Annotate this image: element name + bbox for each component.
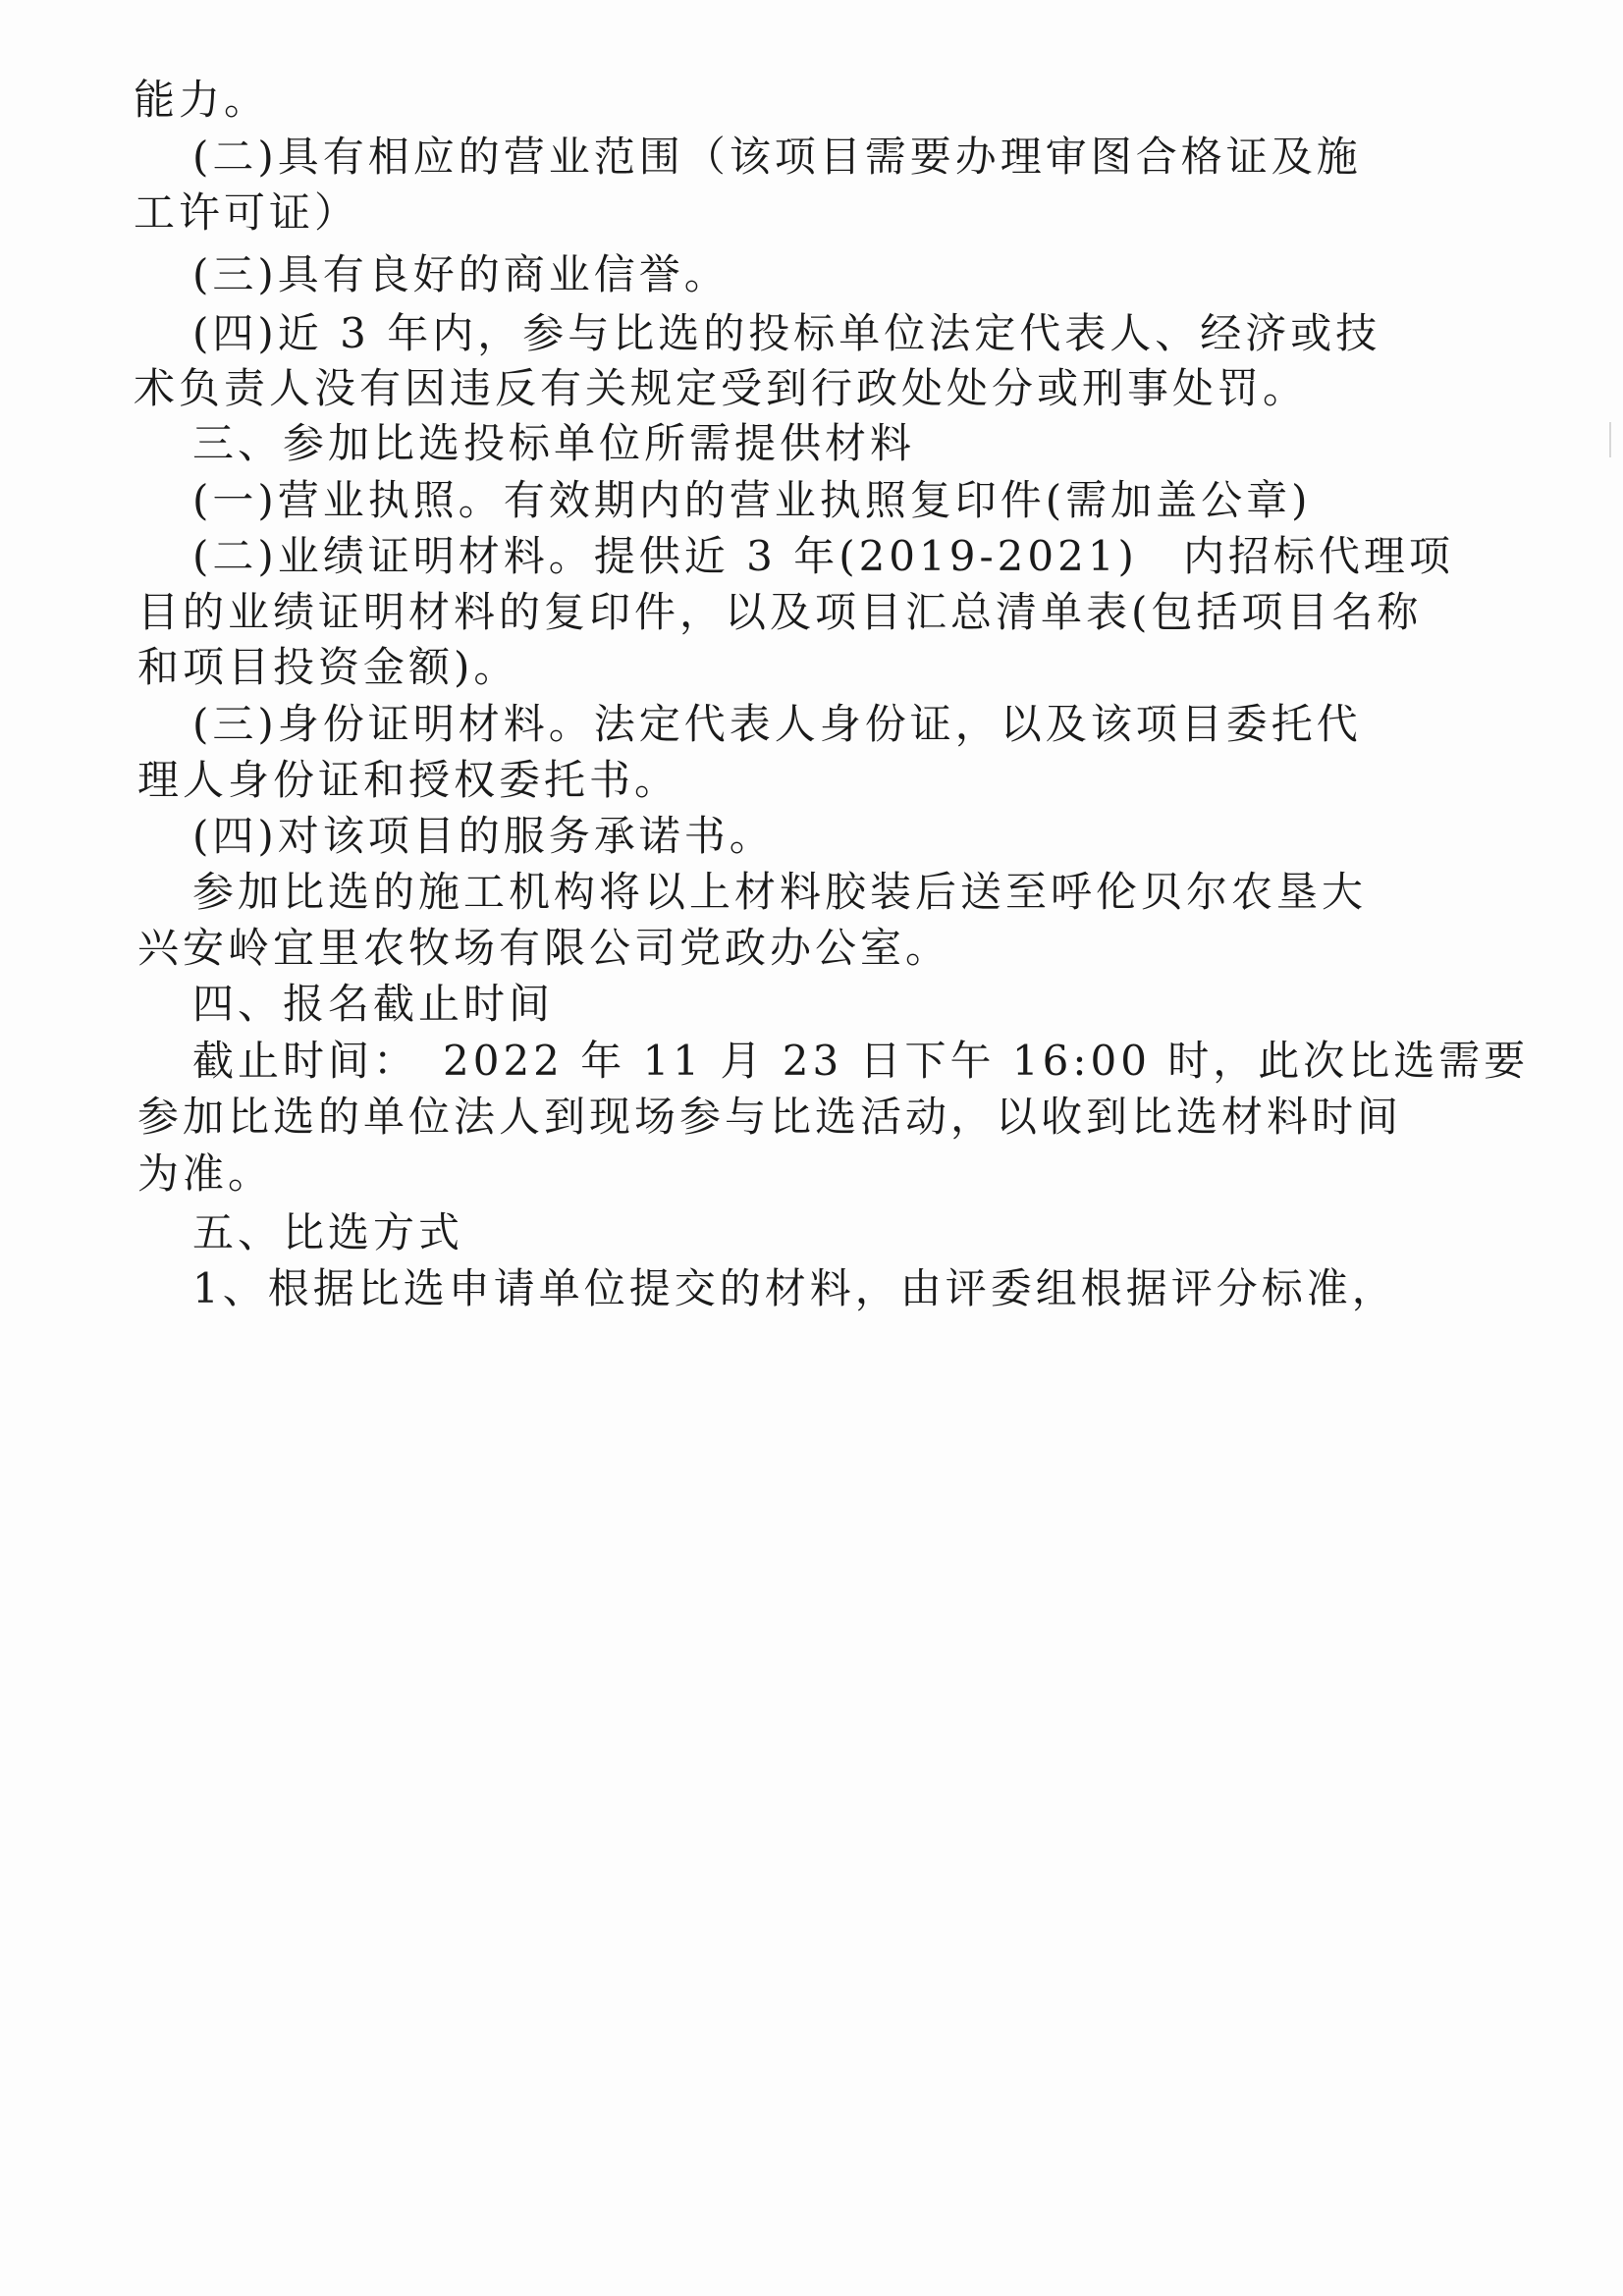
text-line: 术负责人没有因违反有关规定受到行政处处分或刑事处罚。 <box>134 364 1309 412</box>
text-line: 和项目投资金额)。 <box>137 643 519 691</box>
text-line: 1、根据比选申请单位提交的材料，由评委组根据评分标准， <box>192 1264 1397 1312</box>
text-line: (四)对该项目的服务承诺书。 <box>192 812 775 860</box>
text-line: 能力。 <box>134 76 270 124</box>
text-line: 工许可证） <box>134 188 360 237</box>
text-line: 兴安岭宜里农牧场有限公司党政办公室。 <box>137 924 951 972</box>
text-line: (二)具有相应的营业范围（该项目需要办理审图合格证及施 <box>192 133 1362 181</box>
text-line: (四)近 3 年内，参与比选的投标单位法定代表人、经济或技 <box>192 309 1381 357</box>
scan-edge-mark <box>1609 422 1611 457</box>
text-line: 目的业绩证明材料的复印件，以及项目汇总清单表(包括项目名称 <box>137 588 1423 636</box>
section-heading: 三、参加比选投标单位所需提供材料 <box>192 419 916 467</box>
text-line: 为准。 <box>137 1149 274 1198</box>
text-line: 截止时间： 2022 年 11 月 23 日下午 16:00 时，此次比选需要 <box>192 1037 1530 1085</box>
text-line: (一)营业执照。有效期内的营业执照复印件(需加盖公章) <box>192 476 1312 524</box>
text-line: 参加比选的单位法人到现场参与比选活动，以收到比选材料时间 <box>137 1093 1403 1141</box>
text-line: (三)具有良好的商业信誉。 <box>192 250 730 298</box>
text-line: 理人身份证和授权委托书。 <box>137 756 680 804</box>
text-line: 参加比选的施工机构将以上材料胶装后送至呼伦贝尔农垦大 <box>192 868 1368 916</box>
text-line: (二)业绩证明材料。提供近 3 年(2019-2021) 内招标代理项 <box>192 532 1454 580</box>
section-heading: 五、比选方式 <box>192 1208 464 1256</box>
text-line: (三)身份证明材料。法定代表人身份证，以及该项目委托代 <box>192 700 1362 748</box>
section-heading: 四、报名截止时间 <box>192 980 555 1028</box>
